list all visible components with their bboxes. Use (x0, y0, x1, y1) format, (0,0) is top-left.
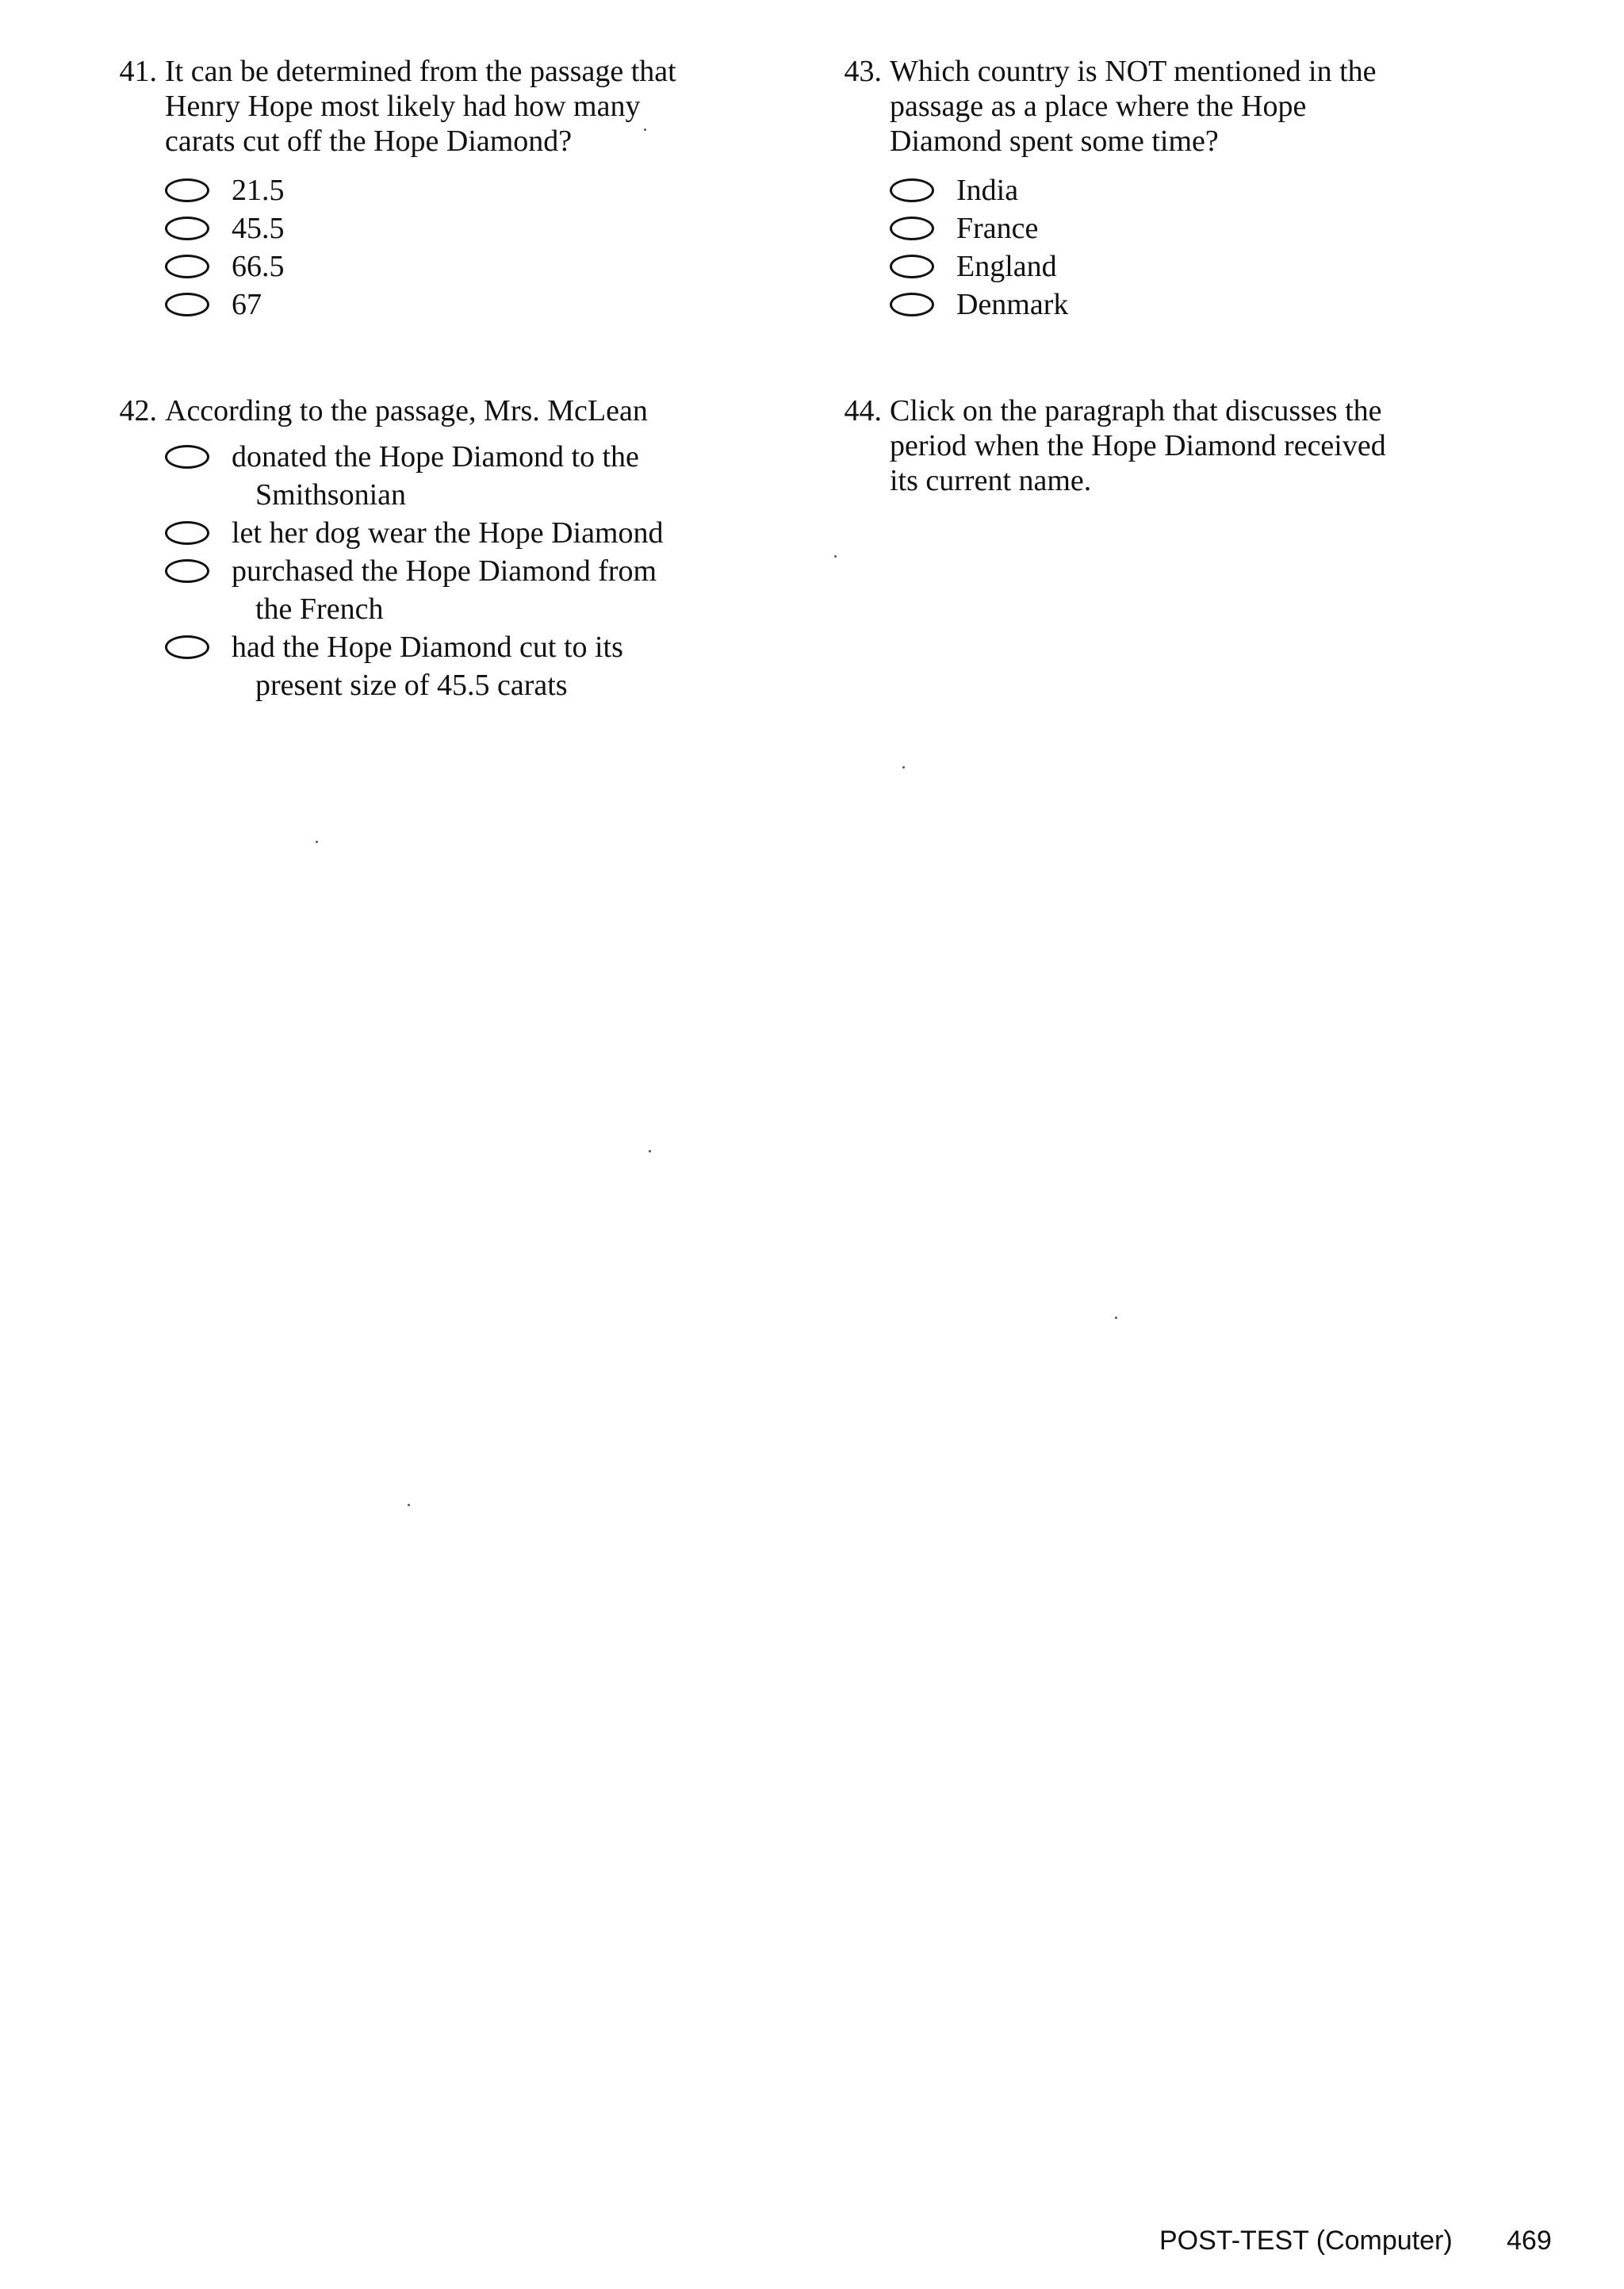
answer-option[interactable]: 45.5 (165, 209, 285, 247)
radio-oval-icon[interactable] (890, 178, 934, 202)
radio-oval-icon[interactable] (165, 521, 209, 545)
radio-oval-icon[interactable] (890, 217, 934, 240)
question-number: 41. (119, 55, 157, 88)
scan-speck (644, 128, 646, 131)
question-stem: Click on the paragraph that discusses the period when the Hope Diamond received its current name. (890, 394, 1386, 497)
question-stem: It can be determined from the passage that Henry Hope most likely had how many carats cut off the Hope Diamond? (165, 55, 676, 158)
answer-option[interactable]: 21.5 (165, 171, 285, 209)
question-stem: Which country is NOT mentioned in the passage as a place where the Hope Diamond spent some time? (890, 55, 1377, 158)
answer-options (890, 171, 1068, 324)
radio-oval-icon[interactable] (890, 293, 934, 316)
radio-oval-icon[interactable] (890, 255, 934, 278)
radio-oval-icon[interactable] (165, 255, 209, 278)
answer-option[interactable]: let her dog wear the Hope Diamond (165, 514, 664, 552)
radio-oval-icon[interactable] (165, 559, 209, 583)
page-number: 469 (1507, 2226, 1552, 2256)
answer-options (165, 438, 664, 704)
scan-speck (316, 841, 318, 843)
radio-oval-icon[interactable] (165, 445, 209, 469)
answer-options (165, 171, 285, 324)
answer-option[interactable]: India (890, 171, 1068, 209)
question-number: 43. (844, 55, 882, 88)
scan-speck (649, 1150, 651, 1152)
radio-oval-icon[interactable] (165, 293, 209, 316)
answer-option[interactable]: France (890, 209, 1068, 247)
scan-speck (408, 1504, 410, 1506)
question-number: 42. (119, 394, 157, 428)
radio-oval-icon[interactable] (165, 217, 209, 240)
scan-speck (1115, 1317, 1117, 1319)
question-number: 44. (844, 394, 882, 428)
answer-option[interactable]: England (890, 247, 1068, 286)
answer-option[interactable]: 67 (165, 286, 285, 324)
answer-option[interactable]: Denmark (890, 286, 1068, 324)
radio-oval-icon[interactable] (165, 635, 209, 659)
question-stem: According to the passage, Mrs. McLean (165, 394, 648, 428)
scan-speck (902, 766, 905, 769)
answer-option[interactable]: donated the Hope Diamond to the Smithsonian (165, 438, 664, 514)
answer-option[interactable]: purchased the Hope Diamond from the French (165, 552, 664, 628)
footer-section-label: POST-TEST (Computer) (1159, 2226, 1453, 2256)
answer-option[interactable]: had the Hope Diamond cut to its present size of 45.5 carats (165, 628, 664, 704)
answer-option[interactable]: 66.5 (165, 247, 285, 286)
radio-oval-icon[interactable] (165, 178, 209, 202)
scan-speck (834, 555, 837, 558)
